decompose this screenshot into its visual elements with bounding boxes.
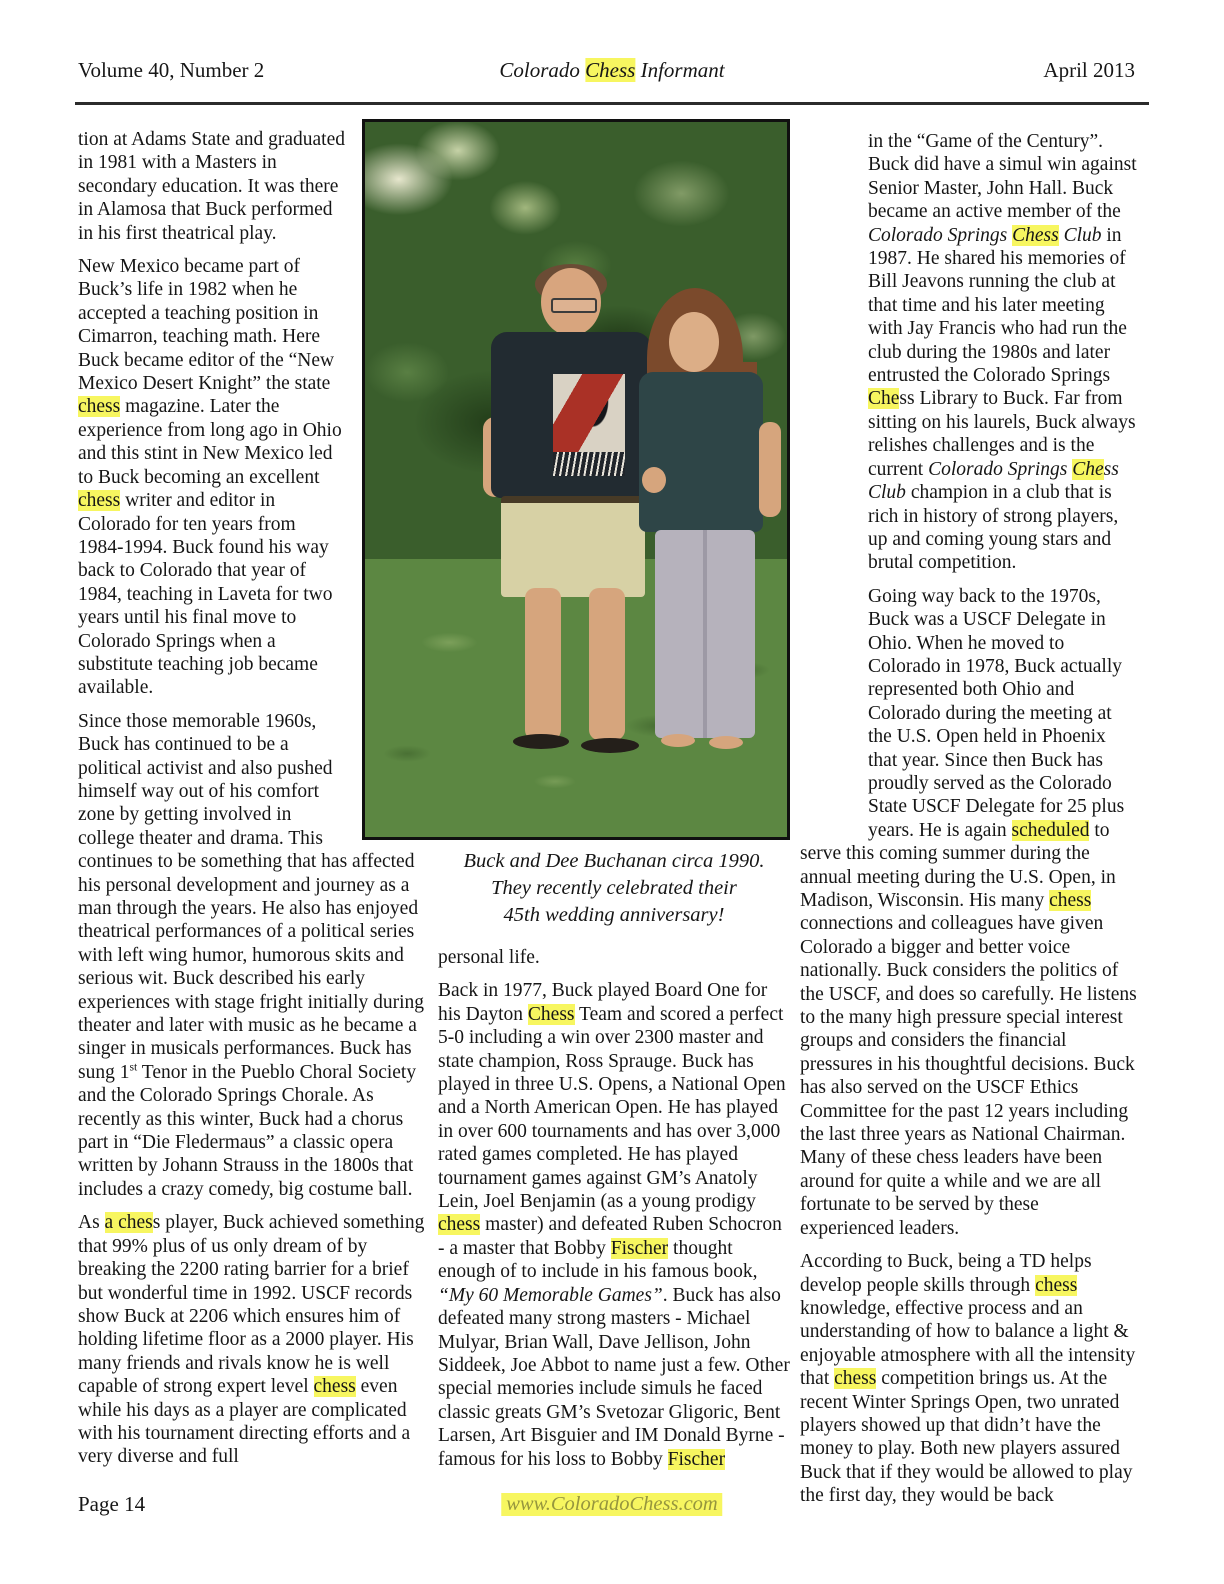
middle-column: [438, 946, 790, 1481]
woman-pants: [655, 530, 755, 738]
header-divider: [75, 102, 1149, 105]
man-leg-left: [525, 588, 561, 740]
middle-paragraph-1: personal life.: [438, 947, 540, 968]
middle-paragraph-2: Back in 1977, Buck played Board One for his Dayton Chess Team and scored a perfect 5-0 including a win over 2300 master and state champion, Ross Sprauge. Buck has played in three U.S. Opens, a National Open and a North American Open. He has played in over 600 tournaments and has over 3,000 rated games completed. He has played tournament games against GM’s Anatoly Lein, Joel Benjamin (as a young prodigy chess master) and defeated Ruben Schocron - a master that Bobby Fischer thought enough of to include in his famous book, “My 60 Memorable Games”. Buck has also defeated many strong masters - Michael Mulyar, Brian Wall, Dave Jellison, John Siddeek, Joe Abbot to name just a few. Other special memories include simuls he faced classic greats GM’s Svetozar Gligoric, Bent Larsen, Art Bisguier and IM Donald Byrne - famous for his loss to Bobby Fischer: [438, 980, 790, 1470]
tshirt-graphic-text: [553, 452, 625, 476]
right-paragraph-3: According to Buck, being a TD helps develop people skills through chess knowledge, effective process and an understanding of how to balance a light & enjoyable atmosphere with all the intensity that chess competition brings us. At the recent Winter Springs Open, two unrated players showed up that didn’t have the money to play. Both new players assured Buck that if they would be allowed to play the first day, they would be back: [800, 1251, 1136, 1507]
photo-buck-and-dee: [362, 119, 790, 840]
issue-date: April 2013: [1043, 58, 1135, 82]
man-khaki-shorts: [501, 496, 645, 597]
right-column: [800, 130, 1137, 1518]
joined-hands: [642, 467, 666, 493]
magazine-title: Colorado Chess Informant: [499, 58, 725, 82]
man-sandal-right: [581, 738, 639, 753]
left-paragraph-3: Since those memorable 1960s, Buck has continued to be a political activist and also pushed himself way out of his comfort zone by getting involved in college theater and drama. This continues to be something that has affected his personal development and journey as a man through the years. He also has enjoyed theatrical performances of a political series with left wing humor, humorous skits and serious wit. Buck described his early experiences with stage fright initially during theater and later with music as he became a singer in musicals performances. Buck has sung 1st Tenor in the Pueblo Choral Society and the Colorado Springs Chorale. As recently as this winter, Buck had a chorus part in “Die Fledermaus” a classic opera written by Johann Strauss in the 1800s that includes a crazy comedy, big costume ball.: [78, 710, 425, 1200]
caption-line-2: They recently celebrated their: [491, 877, 737, 899]
woman-foot-left: [661, 734, 695, 747]
photo-caption: [438, 848, 790, 929]
man-glasses: [551, 298, 597, 313]
man-leg-right: [589, 588, 625, 740]
woman-face: [669, 312, 719, 372]
left-paragraph-4: As a chess player, Buck achieved something that 99% plus of us only dream of by breaking the 2200 rating barrier for a brief but wonderful time in 1992. USCF records show Buck at 2206 which ensures him of holding lifetime floor as a 2000 player. His many friends and rivals know he is well capable of strong expert level chess even while his days as a player are complicated with his tournament directing efforts and a very diverse and full: [78, 1212, 425, 1468]
page-number: Page 14: [78, 1492, 146, 1516]
caption-line-3: 45th wedding anniversary!: [503, 904, 725, 926]
woman-shirt: [639, 372, 763, 532]
left-paragraph-2: New Mexico became part of Buck’s life in 1982 when he accepted a teaching position in Cimarron, teaching math. Here Buck became editor of the “New Mexico Desert Knight” the state chess magazine. Later the experience from long ago in Ohio and this stint in New Mexico led to Buck becoming an excellent chess writer and editor in Colorado for ten years from 1984-1994. Buck found his way back to Colorado that year of 1984, teaching in Laveta for two years until his final move to Colorado Springs when a substitute teaching job became available.: [78, 256, 342, 699]
volume-number: Volume 40, Number 2: [78, 58, 265, 82]
caption-line-1: Buck and Dee Buchanan circa 1990.: [463, 850, 765, 872]
woman-arm: [759, 422, 781, 517]
tshirt-graphic: [553, 374, 625, 452]
woman-foot-right: [709, 736, 743, 749]
photo-flow-spacer-right: [800, 130, 868, 840]
right-paragraph-2: Going way back to the 1970s, Buck was a USCF Delegate in Ohio. When he moved to Colorado in 1978, Buck actually represented both Ohio and Colorado during the meeting at the U.S. Open held in Phoenix that year. Since then Buck has proudly served as the Colorado State USCF Delegate for 25 plus years. He is again scheduled to serve this coming summer during the annual meeting during the U.S. Open, in Madison, Wisconsin. His many chess connections and colleagues have given Colorado a bigger and better voice nationally. Buck considers the politics of the USCF, and does so carefully. He listens to the many high pressure special interest groups and considers the financial pressures in his thoughtful decisions. Buck has also served on the USCF Ethics Committee for the past 12 years including the last three years as National Chairman. Many of these chess leaders have been around for quite a while and we are all fortunate to be served by these experienced leaders.: [800, 585, 1137, 1239]
left-paragraph-1: tion at Adams State and graduated in 1981 with a Masters in secondary education. It was there in Alamosa that Buck performed in his first theatrical play.: [78, 129, 345, 244]
right-paragraph-1: in the “Game of the Century”. Buck did have a simul win against Senior Master, John Hall. Buck became an active member of the Colorado Springs Chess Club in 1987. He shared his memories of Bill Jeavons running the club at that time and his later meeting with Jay Francis who had run the club during the 1980s and later entrusted the Colorado Springs Chess Library to Buck. Far from sitting on his laurels, Buck always relishes challenges and is the current Colorado Springs Chess Club champion in a club that is rich in history of strong players, up and coming young stars and brutal competition.: [868, 131, 1137, 574]
website-link[interactable]: www.ColoradoChess.com: [501, 1493, 722, 1516]
man-sandal-left: [513, 734, 569, 749]
